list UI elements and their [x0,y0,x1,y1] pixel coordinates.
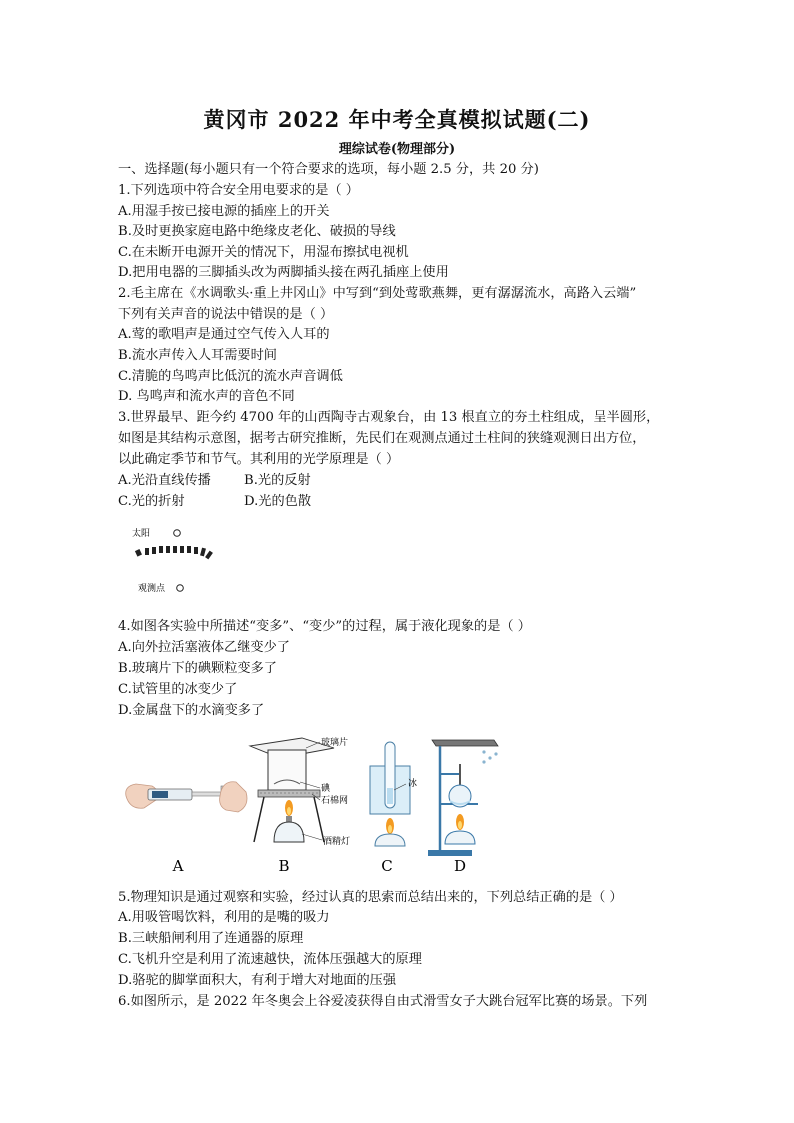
panel-label-c: C [381,857,393,875]
question-3-option-a: A.光沿直线传播 [118,473,211,488]
question-4-option-b: B.玻璃片下的碘颗粒变多了 [118,661,277,676]
question-4-option-d: D.金属盘下的水滴变多了 [118,703,265,718]
question-2-option-d: D. 鸟鸣声和流水声的音色不同 [118,389,295,404]
question-5-stem: 5.物理知识是通过观察和实验，经过认真的思索而总结出来的，下列总结正确的是（ ） [118,890,623,905]
ice-label: 冰 [408,779,418,789]
iodine-experiment-illustration [250,736,350,847]
iodine-label: 碘 [321,784,331,794]
question-6-stem: 6.如图所示，是 2022 年冬奥会上谷爱凌获得自由式滑雪女子大跳台冠军比赛的场景。下列 [118,994,648,1009]
gauze-label: 石棉网 [321,796,349,806]
observer-label: 观测点 [138,584,166,594]
sun-icon [174,530,181,537]
question-5-option-d: D.骆驼的脚掌面积大，有利于增大对地面的压强 [118,973,397,988]
question-3-option-d: D.光的色散 [244,494,312,509]
panel-label-b: B [278,857,290,875]
page-title: 黄冈市 2022 年中考全真模拟试题(二) [203,107,591,132]
panel-label-a: A [172,857,184,875]
question-1-option-d: D.把用电器的三脚插头改为两脚插头接在两孔插座上使用 [118,265,449,280]
observatory-figure [130,524,240,596]
question-4-stem: 4.如图各实验中所描述“变多”、“变少”的过程，属于液化现象的是（ ） [118,619,531,634]
question-3-stem-line1: 3.世界最早、距今约 4700 年的山西陶寺古观象台，由 13 根直立的夯土柱组成，呈半圆形， [118,410,660,425]
question-5-option-a: A.用吸管喝饮料，利用的是嘴的吸力 [118,910,330,925]
question-3-option-b: B.光的反射 [244,473,311,488]
question-2-stem-line1: 2.毛主席在《水调歌头·重上井冈山》中写到“到处莺歌燕舞，更有潺潺流水，高路入云端” [118,286,637,301]
question-2-option-c: C.清脆的鸟鸣声比低沉的流水声音调低 [118,369,343,384]
question-4-option-c: C.试管里的冰变少了 [118,682,238,697]
question-2-stem-line2: 下列有关声音的说法中错误的是（ ） [118,307,334,322]
observer-point-icon [177,585,184,592]
question-3-option-c: C.光的折射 [118,494,185,509]
question-4-option-a: A.向外拉活塞液体乙继变少了 [118,640,290,655]
panel-label-d: D [453,857,467,875]
question-2-option-b: B.流水声传入人耳需要时间 [118,348,277,363]
question-3-stem-line3: 以此确定季节和节气。其利用的光学原理是（ ） [118,452,400,467]
question-1-stem: 1.下列选项中符合安全用电要求的是（ ） [118,183,359,198]
question-1-option-a: A.用湿手按已接电源的插座上的开关 [118,204,330,219]
syringe-experiment-illustration [126,782,247,812]
question-5-option-b: B.三峡船闸利用了连通器的原理 [118,931,304,946]
alcohol-lamp-label: 酒精灯 [323,837,351,847]
question-3-stem-line2: 如图是其结构示意图，据考古研究推断，先民们在观测点通过土柱间的狭缝观测日出方位， [118,431,646,446]
section-heading: 一、选择题(每小题只有一个符合要求的选项，每小题 2.5 分，共 20 分) [118,162,539,177]
question-5-option-c: C.飞机升空是利用了流速越快，流体压强越大的原理 [118,952,422,967]
glass-plate-label: 玻璃片 [321,738,349,748]
question-1-option-b: B.及时更换家庭电路中绝缘皮老化、破损的导线 [118,224,396,239]
experiments-figure [122,734,512,876]
earth-pillars [135,546,213,559]
condensation-experiment-illustration [428,740,498,856]
ice-experiment-illustration [370,742,417,846]
question-3-options-row2 [118,492,311,512]
question-1-option-c: C.在未断开电源开关的情况下，用湿布擦拭电视机 [118,245,409,260]
question-2-option-a: A.莺的歌唱声是通过空气传入人耳的 [118,327,330,342]
page-subtitle: 理综试卷(物理部分) [338,142,456,157]
sun-label: 太阳 [132,529,151,539]
question-3-options-row1 [118,471,311,491]
